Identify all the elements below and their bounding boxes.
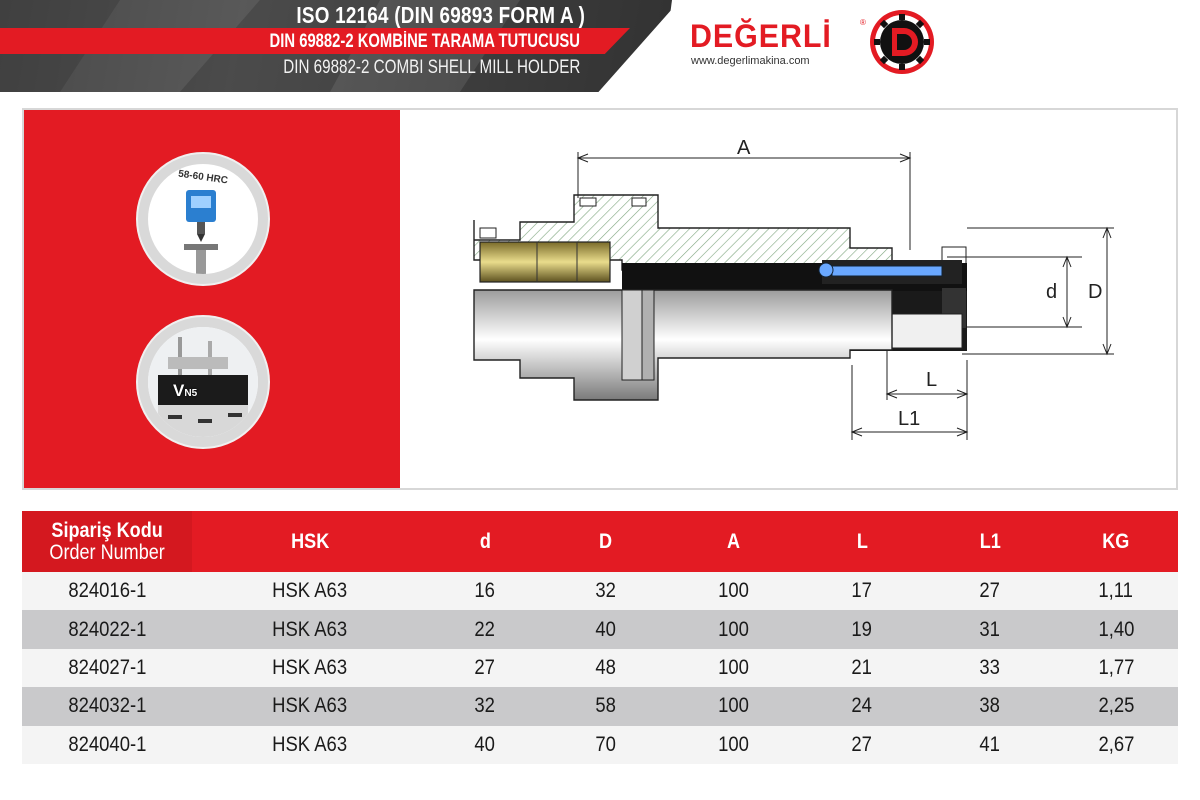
cell-hsk: HSK A63 [192,649,428,687]
cell-l1: 41 [926,726,1054,764]
cell-l: 27 [798,726,926,764]
cell-d: 40 [428,726,542,764]
cell-D: 70 [542,726,670,764]
cell-l1: 27 [926,572,1054,610]
cell-D: 32 [542,572,670,610]
cell-l1: 31 [926,610,1054,648]
dimension-label-l1: L1 [898,408,921,430]
column-header-d: d [428,511,542,572]
page-header [0,0,1200,92]
cell-l: 17 [798,572,926,610]
hardness-label: 58-60 HRC [177,168,229,187]
table-row [22,687,1178,725]
cell-a: 100 [670,649,798,687]
holder-technical-drawing [402,110,1176,488]
dimension-label-d-large: D [1088,281,1103,303]
specification-table [22,511,1178,764]
cell-order-number: 824040-1 [22,726,192,764]
holder-taper-ring [480,242,610,282]
table-header-row [22,511,1178,572]
cell-D: 40 [542,610,670,648]
column-header-hsk: HSK [192,511,428,572]
column-header-l: L [798,511,926,572]
cell-order-number: 824016-1 [22,572,192,610]
column-header-D: D [542,511,670,572]
dimension-label-l: L [926,369,938,391]
cell-kg: 2,25 [1054,687,1178,725]
cell-l: 21 [798,649,926,687]
cell-l1: 38 [926,687,1054,725]
page-title: ISO 12164 (DIN 69893 FORM A ) [296,2,585,28]
column-header-l1: L1 [926,511,1054,572]
surface-finish-badge [136,315,270,449]
cell-hsk: HSK A63 [192,610,428,648]
cell-d: 16 [428,572,542,610]
cell-a: 100 [670,572,798,610]
cell-d: 32 [428,687,542,725]
page-subtitle-en: DIN 69882-2 COMBI SHELL MILL HOLDER [282,57,580,78]
holder-section-lower [474,290,892,400]
dimension-label-d-small: d [1046,281,1058,303]
cell-kg: 2,67 [1054,726,1178,764]
brand-logo-text: DEĞERLİ [690,18,832,54]
cell-l: 19 [798,610,926,648]
table-row [22,649,1178,687]
cell-hsk: HSK A63 [192,572,428,610]
cell-l: 24 [798,687,926,725]
cell-l1: 33 [926,649,1054,687]
cell-a: 100 [670,610,798,648]
cell-hsk: HSK A63 [192,726,428,764]
cell-a: 100 [670,687,798,725]
brand-website: www.degerlimakina.com [691,55,810,67]
cell-order-number: 824032-1 [22,687,192,725]
cell-order-number: 824022-1 [22,610,192,648]
surface-finish-label: VN5 [173,381,198,400]
hardness-badge [136,152,270,286]
cell-order-number: 824027-1 [22,649,192,687]
table-row [22,572,1178,610]
page-subtitle-tr: DIN 69882-2 KOMBİNE TARAMA TUTUCUSU [269,31,580,52]
cell-kg: 1,77 [1054,649,1178,687]
gear-emblem-icon [868,8,936,76]
cell-hsk: HSK A63 [192,687,428,725]
dimension-label-a: A [737,137,751,159]
table-row [22,726,1178,764]
column-header-order-number: Sipariş Kodu Order Number [22,511,192,572]
brand-registered-mark: ® [860,18,866,27]
cell-kg: 1,40 [1054,610,1178,648]
cell-D: 58 [542,687,670,725]
cell-D: 48 [542,649,670,687]
cell-d: 22 [428,610,542,648]
surface-finish-icon [148,327,258,437]
cell-d: 27 [428,649,542,687]
column-header-kg: KG [1054,511,1178,572]
cell-a: 100 [670,726,798,764]
column-header-a: A [670,511,798,572]
cell-kg: 1,11 [1054,572,1178,610]
table-row [22,610,1178,648]
